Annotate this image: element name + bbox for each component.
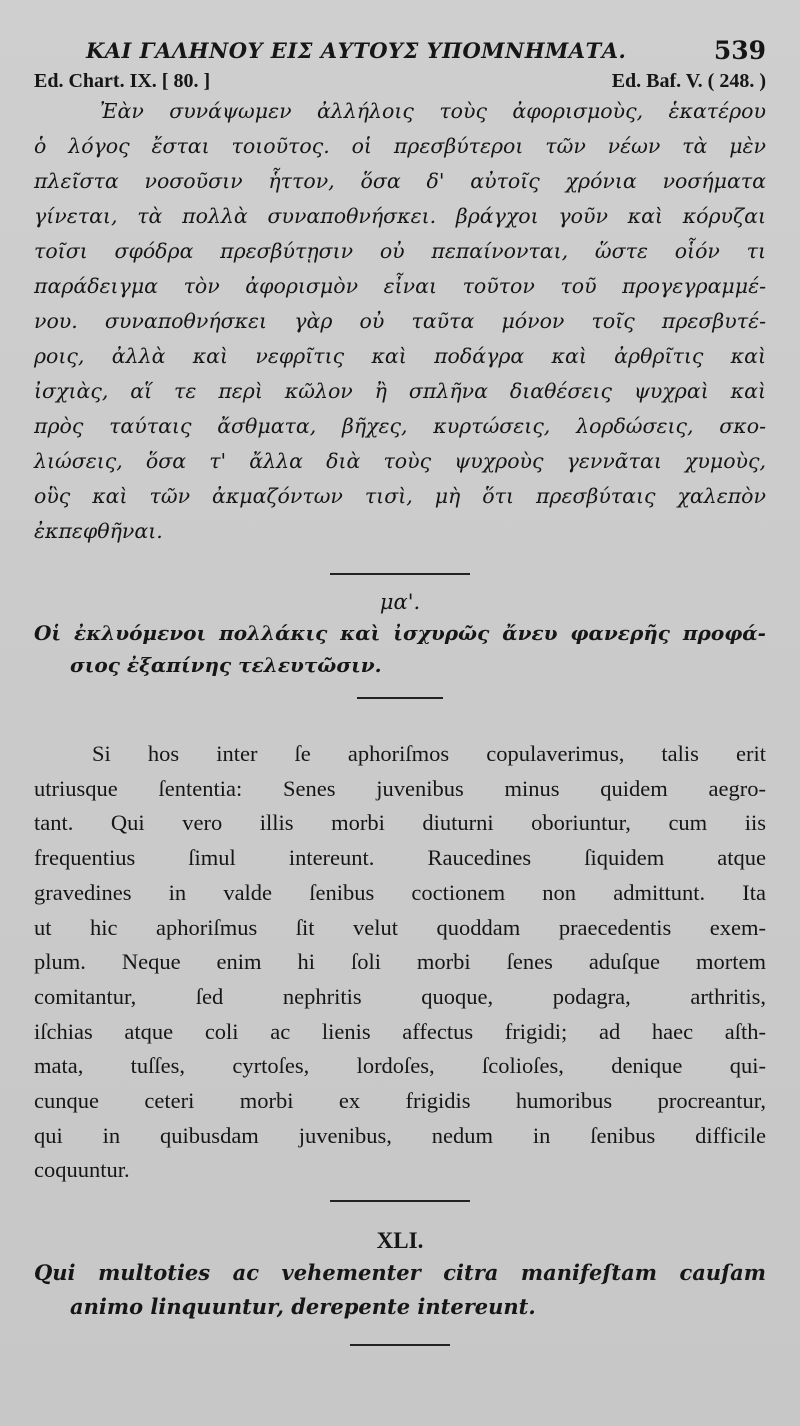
section-divider [330,1200,470,1202]
greek-commentary [34,94,766,549]
edition-references [34,70,766,96]
greek-line: Ἐὰν συνάψωμεν ἀλλήλοις τοὺς ἀφορισμοὺς, ἑκατέρου [100,99,766,123]
greek-line: ὁ λόγος ἔσται τοιοῦτος. οἱ πρεσβύτεροι τῶν νέων τὰ μὲν [34,134,766,158]
latin-line: iſchias atque coli ac lienis affectus frigidi; ad haec aſth- [34,1018,766,1044]
latin-line: coquuntur. [34,1157,130,1183]
greek-line: παράδειγμα τὸν ἀφορισμὸν εἶναι τοῦτον τοῦ προγεγραμμέ- [34,274,766,298]
page-header [34,20,766,66]
latin-line: Si hos inter ſe aphoriſmos copulaverimus, talis erit [92,741,766,766]
running-title: ΚΑΙ ΓΑΛΗΝΟΥ ΕΙΣ ΑΥΤΟΥΣ ΥΠΟΜΝΗΜΑΤΑ. [86,38,627,63]
greek-line: οὓς καὶ τῶν ἀκμαζόντων τισὶ, μὴ ὅτι πρεσβύταις χαλεπὸν [34,484,766,508]
greek-line: λιώσεις, ὅσα τ' ἄλλα διὰ τοὺς ψυχροὺς γεννᾶται χυμοὺς, [34,449,766,473]
page-number: 539 [713,36,766,65]
edition-chart-reference: Ed. Chart. IX. [ 80. ] [34,70,211,92]
greek-line: ἰσχιὰς, αἵ τε περὶ κῶλον ἢ σπλῆνα διαθέσεις ψυχραὶ καὶ [34,379,766,403]
aphorism-number-greek: μα'. [379,590,421,614]
latin-line: comitantur, ſed nephritis quoque, podagra, arthritis, [34,983,766,1009]
latin-line: cunque ceteri morbi ex frigidis humoribus procreantur, [34,1088,766,1114]
latin-line: qui in quibusdam juvenibus, nedum in ſenibus difficile [34,1122,766,1148]
latin-commentary [34,737,766,1188]
aphorism-number-latin: XLI. [376,1228,424,1254]
greek-line: πλεῖστα νοσοῦσιν ἧττον, ὅσα δ' αὐτοῖς χρόνια νοσήματα [34,169,766,193]
greek-line: τοῖσι σφόδρα πρεσβύτῃσιν οὐ πεπαίνονται, ὥστε οἷόν τι [34,239,766,263]
greek-line: ροις, ἀλλὰ καὶ νεφρῖτις καὶ ποδάγρα καὶ ἀρθρῖτις καὶ [34,344,766,368]
latin-line: mata, tuſſes, cyrtoſes, lordoſes, ſcolioſes, denique qui- [34,1053,766,1079]
section-divider [330,573,470,575]
aphorism-greek-line: Οἱ ἐκλυόμενοι πολλάκις καὶ ἰσχυρῶς ἄνευ φανερῆς προφά- [34,621,766,645]
aphorism-latin-text [34,1256,766,1324]
greek-line: ἐκπεφθῆναι. [34,519,163,543]
latin-line: plum. Neque enim hi ſoli morbi ſenes aduſque mortem [34,949,766,975]
greek-line: γίνεται, τὰ πολλὰ συναποθνήσκει. βράγχοι γοῦν καὶ κόρυζαι [34,204,766,228]
greek-line: νου. συναποθνήσκει γὰρ οὐ ταῦτα μόνον τοῖς πρεσβυτέ- [34,309,766,333]
latin-line: frequentius ſimul intereunt. Raucedines ſiquidem atque [34,845,766,871]
aphorism-latin-line: Qui multoties ac vehementer citra manifeſtam cauſam [34,1260,766,1286]
aphorism-latin-line: animo linquuntur, derepente intereunt. [70,1294,536,1320]
section-divider [357,697,443,699]
aphorism-greek-text [34,617,766,681]
latin-line: tant. Qui vero illis morbi diuturni oboriuntur, cum iis [34,810,766,836]
latin-line: gravedines in valde ſenibus coctionem non admittunt. Ita [34,879,766,905]
greek-line: πρὸς ταύταις ἄσθματα, βῆχες, κυρτώσεις, λορδώσεις, σκο- [34,414,766,438]
aphorism-greek-line: σιος ἐξαπίνης τελευτῶσιν. [70,653,382,677]
edition-basel-reference: Ed. Baf. V. ( 248. ) [611,70,766,92]
latin-line: ut hic aphoriſmus ſit velut quoddam praecedentis exem- [34,914,766,940]
latin-line: utriusque ſententia: Senes juvenibus minus quidem aegro- [34,775,766,801]
section-divider [350,1344,450,1346]
